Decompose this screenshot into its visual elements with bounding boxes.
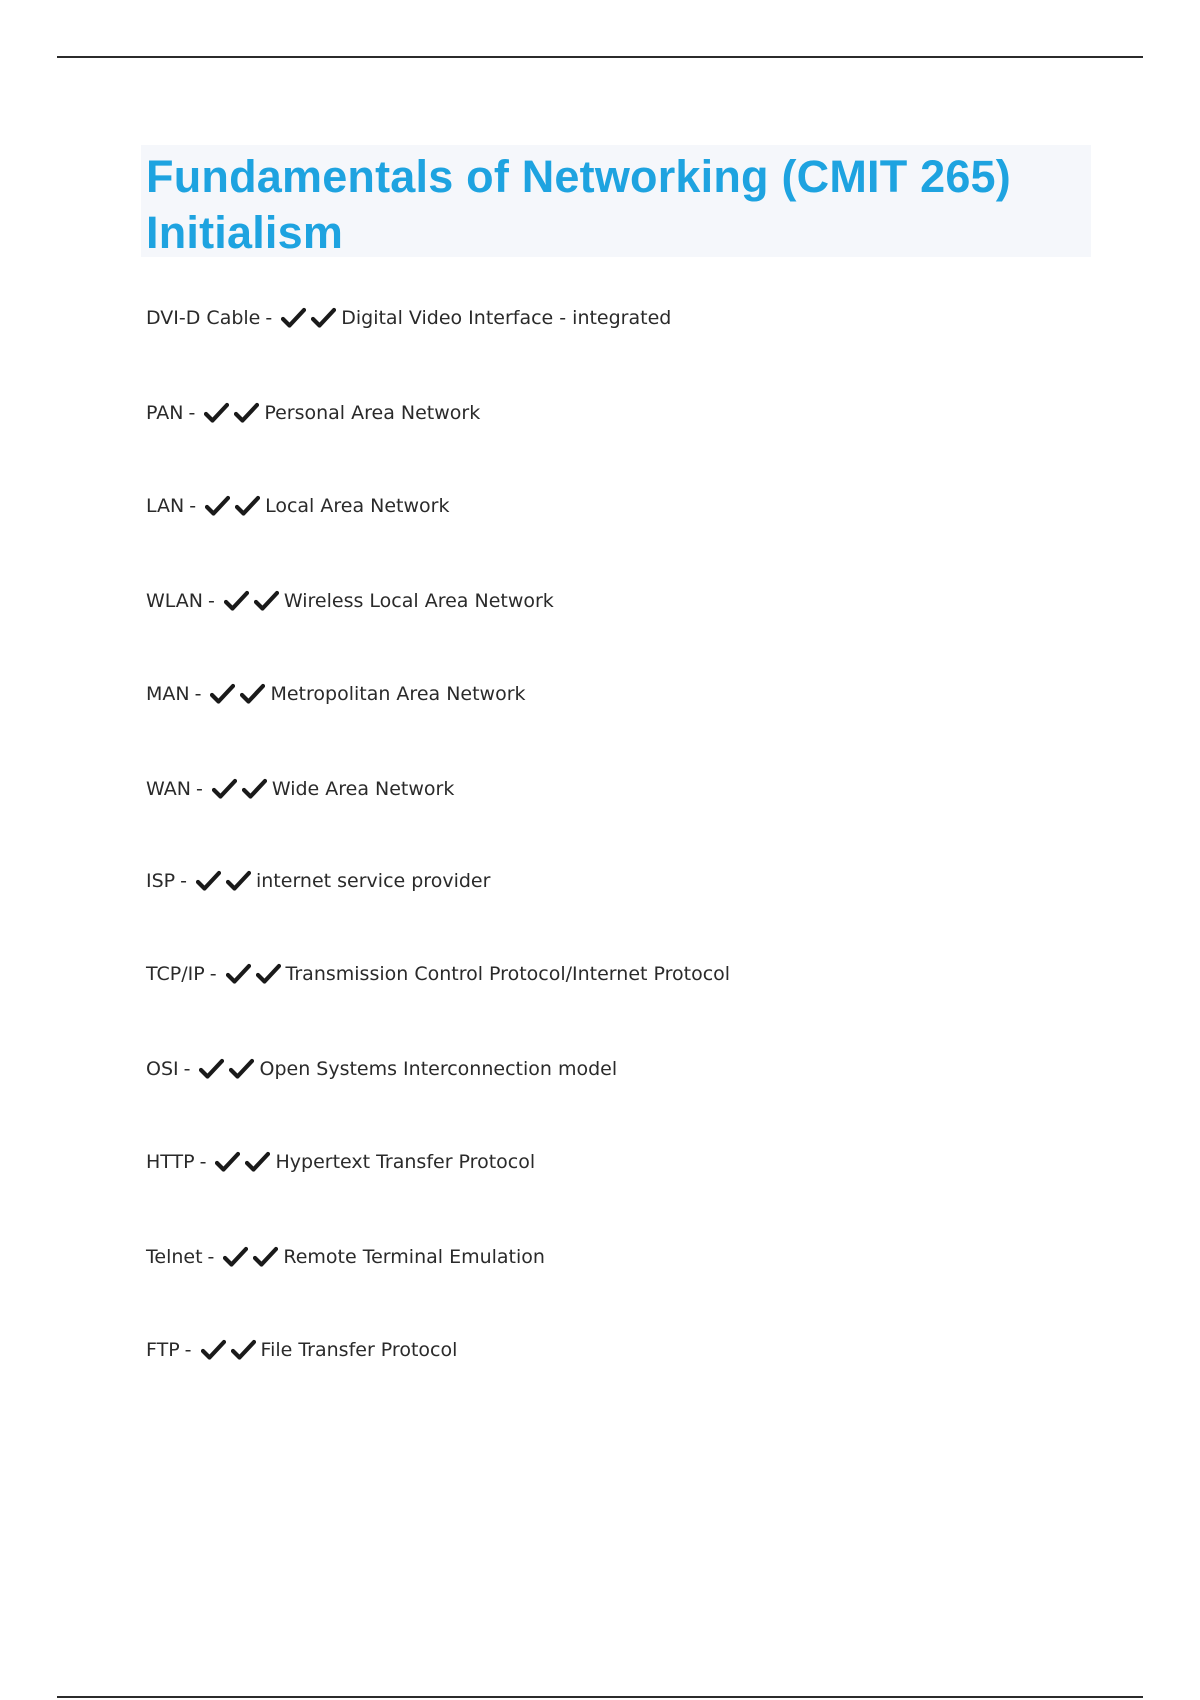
entry-definition: Personal Area Network — [264, 402, 481, 424]
entry-separator: - — [208, 590, 215, 612]
check-mark-icon — [281, 307, 306, 329]
page-title-line-1: Fundamentals of Networking (CMIT 265) — [146, 151, 1011, 202]
entry-checks — [196, 870, 253, 892]
check-mark-icon — [235, 495, 260, 517]
entry-definition: Hypertext Transfer Protocol — [275, 1151, 536, 1173]
entry-definition: Metropolitan Area Network — [270, 683, 526, 705]
entry-term: FTP — [146, 1339, 180, 1361]
check-mark-icon — [226, 963, 251, 985]
entry-checks — [201, 1339, 258, 1361]
entry-separator: - — [199, 1151, 207, 1173]
entry-separator: - — [195, 778, 203, 800]
entry-term: HTTP — [146, 1151, 195, 1173]
check-mark-icon — [229, 1058, 254, 1080]
check-mark-icon — [242, 778, 267, 800]
entry-definition: Wireless Local Area Network — [283, 590, 554, 612]
check-mark-icon — [224, 590, 249, 612]
entry-separator: - — [265, 307, 273, 329]
entry-term: MAN — [146, 683, 190, 705]
check-mark-icon — [196, 870, 221, 892]
check-mark-icon — [311, 307, 336, 329]
entry-separator: - — [180, 870, 187, 892]
entry-definition: Digital Video Interface - integrated — [341, 307, 672, 329]
title-banner — [141, 145, 1091, 257]
entry-term: LAN — [146, 495, 185, 517]
check-mark-icon — [215, 1151, 240, 1173]
entry-definition: File Transfer Protocol — [260, 1339, 458, 1361]
entry-definition: Transmission Control Protocol/Internet Protocol — [285, 963, 731, 985]
entry-term: OSI — [146, 1058, 179, 1080]
list-item — [146, 1150, 535, 1174]
list-item — [146, 494, 449, 518]
entry-term: Telnet — [146, 1246, 203, 1268]
entry-term: PAN — [146, 402, 184, 424]
entry-separator: - — [189, 495, 197, 517]
list-item — [146, 401, 480, 425]
check-mark-icon — [212, 778, 237, 800]
check-mark-icon — [199, 1058, 224, 1080]
list-item — [146, 306, 671, 330]
check-mark-icon — [254, 590, 279, 612]
list-item — [146, 962, 730, 986]
entry-definition: Local Area Network — [265, 495, 450, 517]
check-mark-icon — [226, 870, 251, 892]
entry-checks — [215, 1151, 272, 1173]
check-mark-icon — [231, 1339, 256, 1361]
entry-definition: internet service provider — [255, 870, 491, 892]
entry-definition: Open Systems Interconnection model — [259, 1058, 618, 1080]
entry-definition: Wide Area Network — [271, 778, 455, 800]
entry-separator: - — [194, 683, 202, 705]
entry-term: ISP — [146, 870, 176, 892]
entry-checks — [199, 1058, 256, 1080]
entry-checks — [224, 590, 281, 612]
entry-checks — [281, 307, 338, 329]
entry-separator: - — [207, 1246, 215, 1268]
list-item — [146, 1245, 545, 1269]
check-mark-icon — [240, 683, 265, 705]
entry-checks — [223, 1246, 280, 1268]
header-divider — [57, 56, 1143, 58]
check-mark-icon — [234, 402, 259, 424]
entry-separator: - — [209, 963, 217, 985]
entry-separator: - — [184, 1339, 192, 1361]
check-mark-icon — [204, 402, 229, 424]
list-item — [146, 1338, 457, 1362]
check-mark-icon — [205, 495, 230, 517]
check-mark-icon — [256, 963, 281, 985]
entry-checks — [226, 963, 283, 985]
footer-divider — [57, 1696, 1143, 1698]
list-item — [146, 589, 554, 613]
entry-term: TCP/IP — [146, 963, 205, 985]
page-title — [146, 149, 1085, 261]
list-item — [146, 1057, 617, 1081]
entry-checks — [212, 778, 269, 800]
list-item — [146, 682, 526, 706]
entry-term: WLAN — [146, 590, 204, 612]
entry-term: WAN — [146, 778, 191, 800]
entry-separator: - — [183, 1058, 191, 1080]
check-mark-icon — [201, 1339, 226, 1361]
page-title-line-2: Initialism — [146, 207, 344, 258]
entry-term: DVI-D Cable — [146, 307, 261, 329]
check-mark-icon — [245, 1151, 270, 1173]
check-mark-icon — [210, 683, 235, 705]
entry-checks — [210, 683, 267, 705]
entry-definition: Remote Terminal Emulation — [283, 1246, 545, 1268]
entry-separator: - — [188, 402, 196, 424]
entry-checks — [204, 402, 261, 424]
check-mark-icon — [223, 1246, 248, 1268]
list-item — [146, 777, 454, 801]
check-mark-icon — [253, 1246, 278, 1268]
entry-checks — [205, 495, 262, 517]
list-item — [146, 869, 490, 893]
